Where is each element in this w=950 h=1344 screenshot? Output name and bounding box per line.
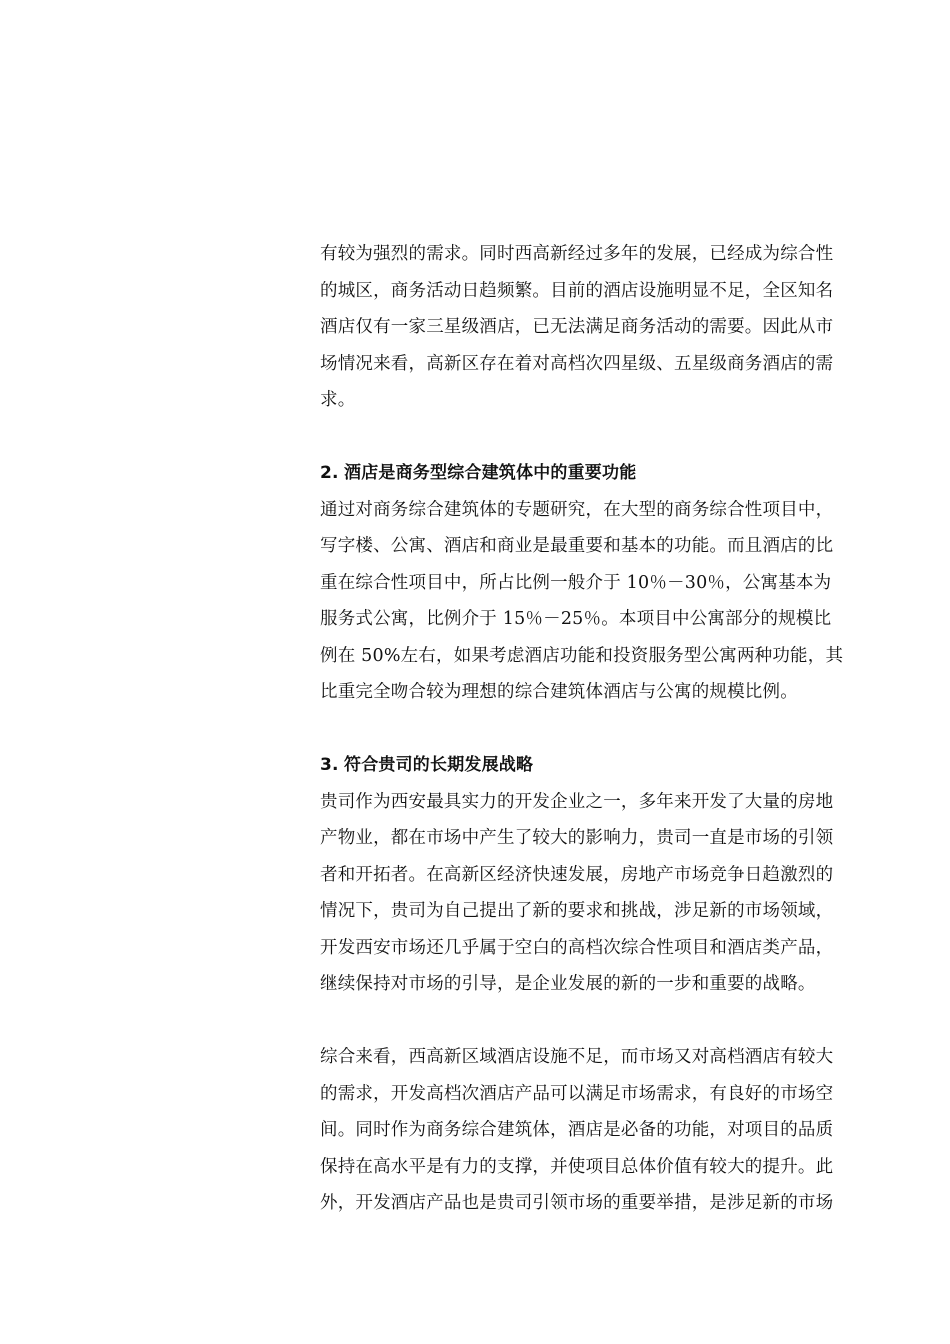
text-line: 保持在高水平是有力的支撑，并使项目总体价值有较大的提升。此 [320,1156,834,1177]
paragraph-spacer [320,711,876,748]
section-3-heading [320,747,876,784]
section-2-body [320,492,876,711]
section-title: 符合贵司的长期发展战略 [344,755,534,775]
text-line: 外，开发酒店产品也是贵司引领市场的重要举措，是涉足新的市场 [320,1193,834,1213]
text-line: 求。 [320,390,356,410]
text-line: 综合来看，西高新区域酒店设施不足，而市场又对高档酒店有较大 [320,1047,834,1067]
text-line: 场情况来看，高新区存在着对高档次四星级、五星级商务酒店的需 [320,353,834,374]
text-line: 间。同时作为商务综合建筑体，酒店是必备的功能，对项目的品质 [320,1120,834,1140]
text-line: 通过对商务综合建筑体的专题研究，在大型的商务综合性项目中， [320,499,834,520]
text-line: 开发西安市场还几乎属于空白的高档次综合性项目和酒店类产品， [320,937,834,958]
section-number: 2. [320,463,339,483]
text-line: 写字楼、公寓、酒店和商业是最重要和基本的功能。而且酒店的比 [320,536,834,556]
text-line: 情况下，贵司为自己提出了新的要求和挑战，涉足新的市场领域， [320,901,834,921]
paragraph-spacer [320,419,876,456]
paragraph-spacer [320,1003,876,1040]
text-line: 例在 50%左右，如果考虑酒店功能和投资服务型公寓两种功能，其 [320,645,844,666]
paragraph-conclusion [320,1039,876,1222]
text-line: 的城区，商务活动日趋频繁。目前的酒店设施明显不足，全区知名 [320,280,834,301]
text-line: 贵司作为西安最具实力的开发企业之一，多年来开发了大量的房地 [320,791,834,812]
text-line: 者和开拓者。在高新区经济快速发展，房地产市场竞争日趋激烈的 [320,864,834,885]
text-line: 产物业，都在市场中产生了较大的影响力，贵司一直是市场的引领 [320,828,834,848]
section-2-heading [320,455,876,492]
paragraph-demand [320,236,876,419]
section-number: 3. [320,755,339,775]
text-line: 酒店仅有一家三星级酒店，已无法满足商务活动的需要。因此从市 [320,317,834,337]
section-3-body [320,784,876,1003]
text-line: 的需求，开发高档次酒店产品可以满足市场需求，有良好的市场空 [320,1083,834,1104]
text-line: 重在综合性项目中，所占比例一般介于 10％－30％，公寓基本为 [320,572,832,593]
text-line: 有较为强烈的需求。同时西高新经过多年的发展，已经成为综合性 [320,244,834,264]
text-line: 比重完全吻合较为理想的综合建筑体酒店与公寓的规模比例。 [320,682,798,702]
text-line: 服务式公寓，比例介于 15％－25％。本项目中公寓部分的规模比 [320,609,832,629]
text-line: 继续保持对市场的引导，是企业发展的新的一步和重要的战略。 [320,974,816,994]
document-body [320,236,876,1222]
section-title: 酒店是商务型综合建筑体中的重要功能 [344,463,637,483]
